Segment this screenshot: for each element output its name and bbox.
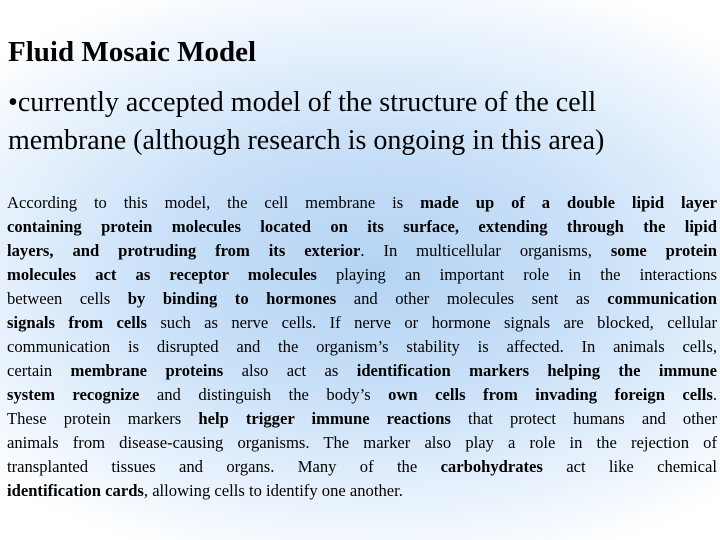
paragraph-line xyxy=(7,359,717,383)
text-run: playing an important role in the interactions xyxy=(316,265,717,284)
bullet-text-1: currently accepted model of the structure of the cell xyxy=(17,87,597,118)
bold-text: made up of a double lipid layer xyxy=(420,193,717,212)
bullet-point xyxy=(8,84,712,160)
text-run: communication is disrupted and the organism’s stability is affected. In animals cells, xyxy=(7,337,717,356)
bold-text: system recognize xyxy=(7,385,140,404)
text-run: These protein markers xyxy=(7,409,199,428)
paragraph-line xyxy=(7,407,717,431)
text-run: such as nerve cells. If nerve or hormone signals are blocked, cellular xyxy=(146,313,717,332)
text-run: According to this model, the cell membrane is xyxy=(7,193,421,212)
bold-text: by binding to hormones xyxy=(127,289,337,308)
paragraph-line xyxy=(7,287,717,311)
bold-text: some protein xyxy=(610,241,717,260)
bullet-marker: • xyxy=(8,87,18,118)
paragraph-line xyxy=(7,215,717,239)
text-run: transplanted tissues and organs. Many of the xyxy=(7,457,441,476)
paragraph-line xyxy=(7,431,717,455)
bold-text: communication xyxy=(607,289,717,308)
paragraph-line xyxy=(7,311,717,335)
text-run: animals from disease-causing organisms. The marker also play a role in the rejection of xyxy=(7,433,717,452)
bold-text: molecules act as receptor molecules xyxy=(7,265,317,284)
bold-text: identification markers helping the immune xyxy=(356,361,717,380)
body-paragraph xyxy=(7,191,717,503)
paragraph-line xyxy=(7,335,717,359)
text-run: and distinguish the body’s xyxy=(139,385,389,404)
bullet-line-1 xyxy=(8,84,712,122)
text-run: act like chemical xyxy=(542,457,718,476)
bold-text: signals from cells xyxy=(7,313,147,332)
text-run: . xyxy=(712,385,717,404)
text-run: that protect humans and other xyxy=(450,409,717,428)
paragraph-line xyxy=(7,383,717,407)
bold-text: carbohydrates xyxy=(440,457,543,476)
slide-title: Fluid Mosaic Model xyxy=(8,36,257,68)
paragraph-line xyxy=(7,263,717,287)
paragraph-line xyxy=(7,479,717,503)
bold-text: help trigger immune reactions xyxy=(198,409,451,428)
bullet-line-2: membrane (although research is ongoing in this area) xyxy=(8,125,605,156)
text-run: . In multicellular organisms, xyxy=(360,241,611,260)
bold-text: containing protein molecules located on its surface, extending through the lipid xyxy=(7,217,717,236)
text-run: and other molecules sent as xyxy=(336,289,608,308)
bold-text: layers, and protruding from its exterior xyxy=(7,241,361,260)
text-run: between cells xyxy=(7,289,128,308)
paragraph-line xyxy=(7,239,717,263)
paragraph-line xyxy=(7,191,717,215)
bold-text: own cells from invading foreign cells xyxy=(388,385,713,404)
text-run: also act as xyxy=(223,361,357,380)
paragraph-line xyxy=(7,455,717,479)
bold-text: identification cards xyxy=(7,481,144,500)
text-run: , allowing cells to identify one another. xyxy=(143,481,403,500)
text-run: certain xyxy=(7,361,71,380)
bold-text: membrane proteins xyxy=(70,361,224,380)
